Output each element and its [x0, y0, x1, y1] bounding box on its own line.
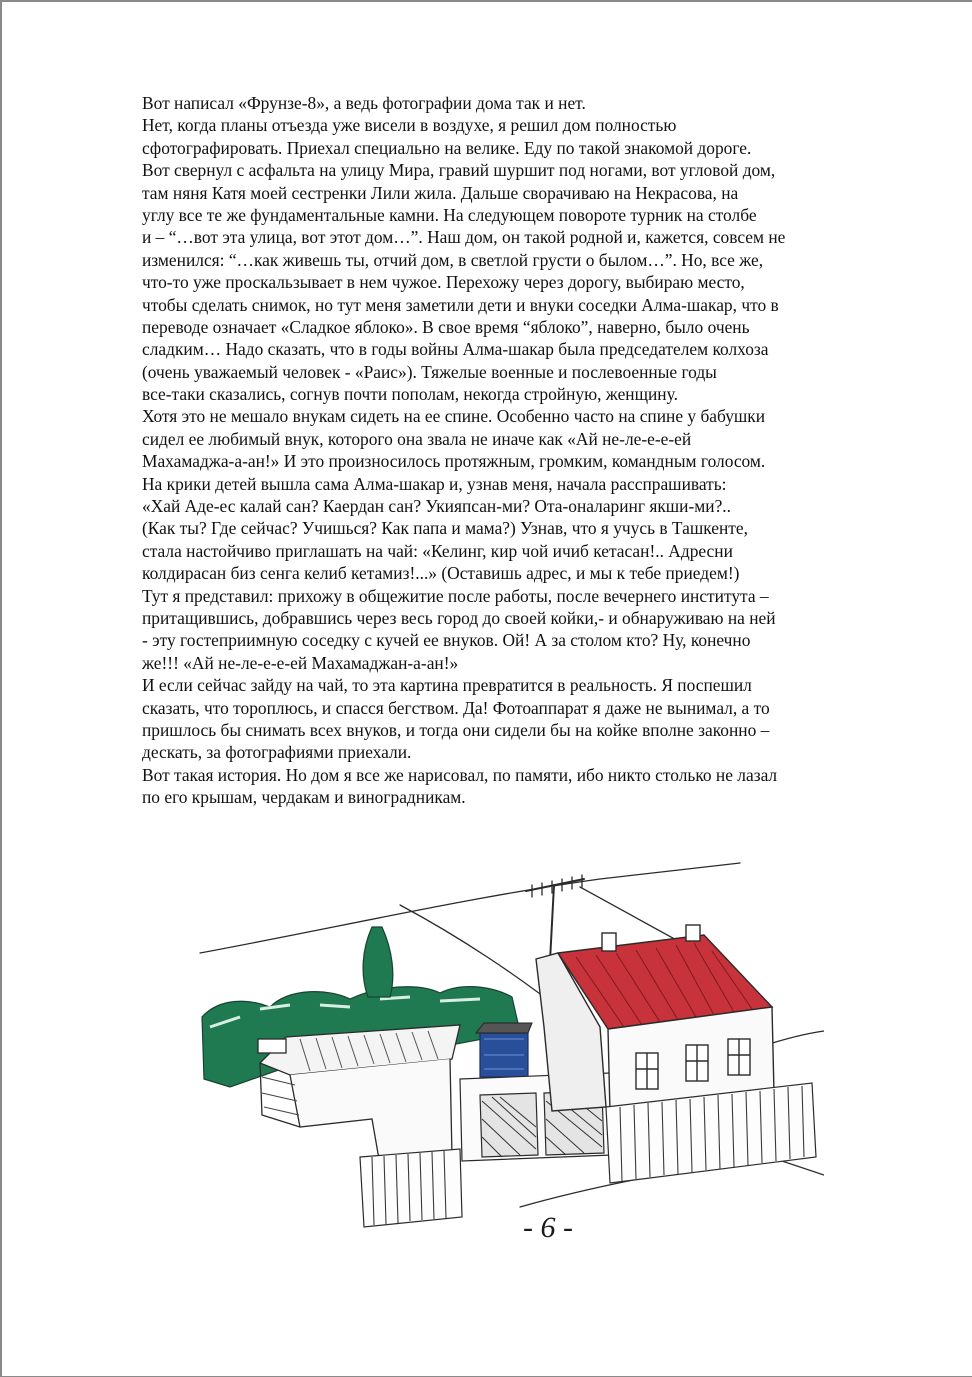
text-line: Махамаджа-а-ан!» И это произносилось протяжным, громким, командным голосом. — [142, 451, 766, 472]
text-line: там няня Катя моей сестренки Лили жила. Дальше сворачиваю на Некрасова, на — [142, 182, 739, 203]
text-line: И если сейчас зайду на чай, то эта картина превратится в реальность. Я поспешил — [142, 675, 752, 696]
text-line: дескать, за фотографиями приехали. — [142, 742, 412, 763]
document-text — [142, 92, 882, 809]
text-line: Вот свернул с асфальта на улицу Мира, гравий шуршит под ногами, вот угловой дом, — [142, 160, 776, 181]
text-line: На крики детей вышла сама Алма-шакар и, узнав меня, начала расспрашивать: — [142, 473, 727, 494]
page-number: - 6 - — [523, 1211, 573, 1244]
text-line: переводе означает «Сладкое яблоко». В свое время “яблоко”, наверно, было очень — [142, 316, 750, 337]
text-line: сладким… Надо сказать, что в годы войны Алма-шакар была председателем колхоза — [142, 339, 769, 360]
text-line: Нет, когда планы отъезда уже висели в воздухе, я решил дом полностью — [142, 115, 677, 136]
text-line: сфотографировать. Приехал специально на велике. Еду по такой знакомой дороге. — [142, 137, 752, 158]
house-sketch-illustration — [140, 857, 824, 1249]
text-line: изменился: “…как живешь ты, отчий дом, в светлой грусти о былом…”. Но, все же, — [142, 249, 764, 270]
text-line: что-то уже проскальзывает в нем чужое. Перехожу через дорогу, выбираю место, — [142, 272, 745, 293]
text-line: колдирасан биз сенга келиб кетамиз!...» (Оставишь адрес, и мы к тебе приедем!) — [142, 563, 740, 584]
text-line: все-таки сказались, согнув почти пополам, некогда стройную, женщину. — [142, 384, 678, 405]
text-line: и – “…вот эта улица, вот этот дом…”. Наш дом, он такой родной и, кажется, совсем не — [142, 227, 786, 248]
text-line: сидел ее любимый внук, которого она звала не иначе как «Ай не-ле-е-е-ей — [142, 428, 692, 449]
text-line: же!!! «Ай не-ле-е-е-ей Махамаджан-а-ан!» — [142, 652, 459, 673]
text-line: (очень уважаемый человек - «Раис»). Тяжелые военные и послевоенные годы — [142, 361, 717, 382]
text-line: углу все те же фундаментальные камни. На следующем повороте турник на столбе — [142, 204, 757, 225]
picket-fence-left — [360, 1149, 462, 1227]
text-line: притащившись, добравшись через весь город до своей койки,- и обнаруживаю на ней — [142, 607, 776, 628]
text-line: по его крышам, чердакам и виноградникам. — [142, 787, 466, 808]
text-line: чтобы сделать снимок, но тут меня заметили дети и внуки соседки Алма-шакар, что в — [142, 294, 779, 315]
main-house — [536, 925, 774, 1113]
text-line: «Хай Аде-ес калай сан? Каердан сан? Укияпсан-ми? Ота-оналаринг якши-ми?.. — [142, 496, 731, 517]
text-line: - эту гостеприимную соседку с кучей ее внуков. Ой! А за столом кто? Ну, конечно — [142, 630, 751, 651]
sky-wire — [200, 863, 740, 953]
text-line: сказать, что тороплюсь, и спасся бегством. Да! Фотоаппарат я даже не вынимал, а то — [142, 697, 770, 718]
text-line: Вот написал «Фрунзе-8», а ведь фотографии дома так и нет. — [142, 93, 586, 113]
house-sketch-svg — [140, 857, 824, 1249]
shed — [258, 1025, 460, 1165]
text-line: стала настойчиво приглашать на чай: «Келинг, кир чой ичиб кетасан!.. Адресни — [142, 540, 733, 561]
text-line: Тут я представил: прихожу в общежитие после работы, после вечернего института – — [142, 585, 769, 606]
text-line: пришлось бы снимать всех внуков, и тогда они сидели бы на койке вполне законно – — [142, 719, 770, 740]
text-line: Вот такая история. Но дом я все же нарисовал, по памяти, ибо никто столько не лазал — [142, 764, 778, 785]
blue-gate-box — [476, 1023, 532, 1077]
text-line: Хотя это не мешало внукам сидеть на ее спине. Особенно часто на спине у бабушки — [142, 406, 766, 427]
text-line: (Как ты? Где сейчас? Учишься? Как папа и мама?) Узнав, что я учусь в Ташкенте, — [142, 518, 748, 539]
